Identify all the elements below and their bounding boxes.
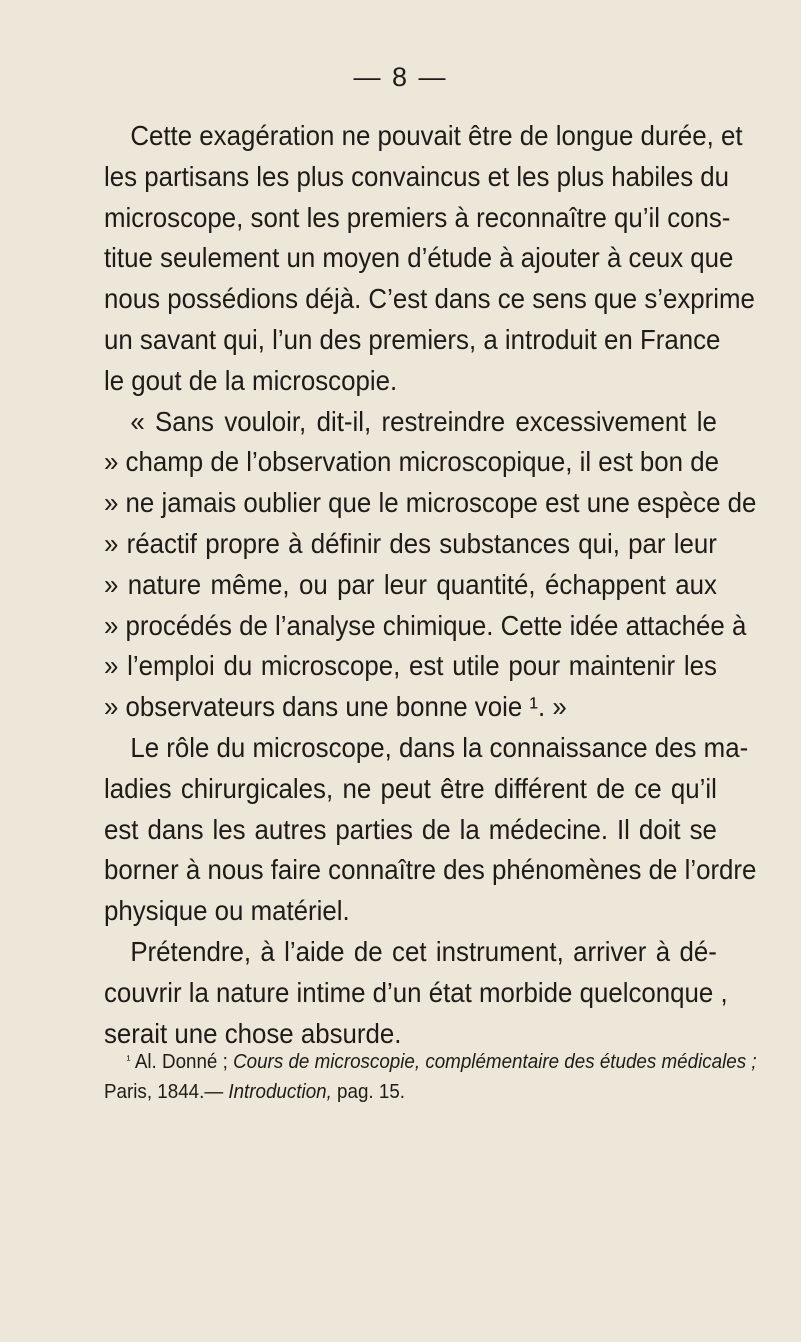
text-line: Cette exagération ne pouvait être de longue durée, et	[130, 120, 743, 151]
text-line: est dans les autres parties de la médecine. Il doit se	[104, 813, 717, 845]
text-line: les partisans les plus convaincus et les plus habiles du	[104, 160, 730, 192]
footnote	[104, 1047, 757, 1107]
quote-line: » nature même, ou par leur quantité, échappent aux	[104, 568, 717, 600]
quote-line: » réactif propre à définir des substances qui, par leur	[104, 527, 717, 559]
main-text	[104, 116, 757, 1054]
quote-line: « Sans vouloir, dit-il, restreindre excessivement le	[130, 405, 717, 437]
text-line: nous possédions déjà. C’est dans ce sens que s’exprime	[104, 283, 755, 315]
text-line: Le rôle du microscope, dans la connaissance des ma-	[130, 731, 749, 763]
text-line: Prétendre, à l’aide de cet instrument, arriver à dé-	[130, 935, 717, 967]
footnote-line-1	[104, 1047, 757, 1077]
footnote-author: Al. Donné ;	[134, 1051, 228, 1073]
footnote-place: Paris, 1844.—	[104, 1081, 224, 1103]
text-line: physique ou matériel.	[104, 895, 350, 927]
footnote-page: pag. 15.	[337, 1081, 406, 1103]
text-line: serait une chose absurde.	[104, 1017, 402, 1049]
text-line: borner à nous faire connaître des phénomènes de l’ordre	[104, 854, 757, 886]
text-line: microscope, sont les premiers à reconnaître qu’il cons-	[104, 201, 731, 233]
footnote-marker: ¹	[126, 1052, 131, 1067]
footnote-section: Introduction,	[228, 1081, 332, 1103]
text-line: couvrir la nature intime d’un état morbide quelconque ,	[104, 976, 728, 1008]
quote-line: » procédés de l’analyse chimique. Cette idée attachée à	[104, 609, 747, 641]
quote-line: » ne jamais oublier que le microscope est une espèce de	[104, 487, 757, 519]
page-number: — 8 —	[353, 62, 448, 92]
footnote-title: Cours de microscopie, complémentaire des études médicales ;	[233, 1051, 757, 1073]
quote-line: » champ de l’observation microscopique, il est bon de	[104, 446, 720, 478]
text-line: un savant qui, l’un des premiers, a introduit en France	[104, 323, 721, 355]
footnote-line-2	[104, 1077, 743, 1107]
text-line: le gout de la microscopie.	[104, 364, 398, 396]
quote-line: » l’emploi du microscope, est utile pour maintenir les	[104, 650, 717, 682]
text-line: ladies chirurgicales, ne peut être différent de ce qu’il	[104, 772, 717, 804]
quote-line: » observateurs dans une bonne voie ¹. »	[104, 691, 567, 723]
text-line: titue seulement un moyen d’étude à ajouter à ceux que	[104, 242, 734, 274]
